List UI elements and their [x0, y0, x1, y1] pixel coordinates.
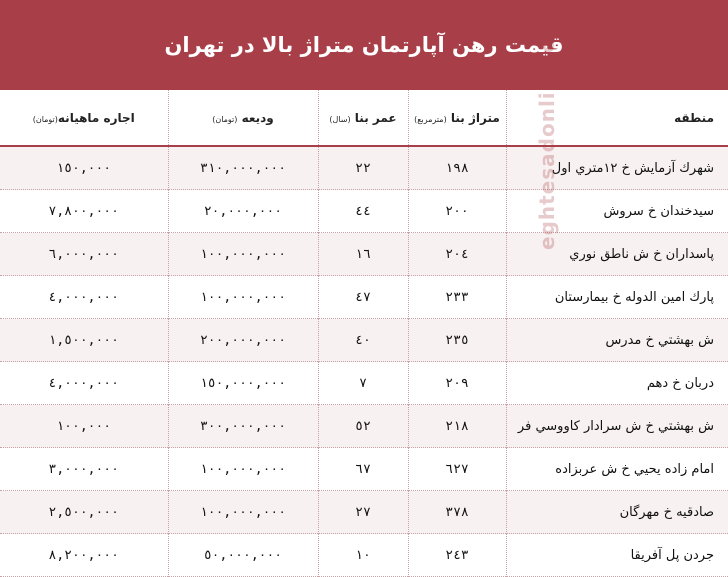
- cell-rent: ٦,٠٠٠,٠٠٠: [0, 233, 168, 276]
- cell-age: ٢٢: [318, 146, 408, 190]
- cell-area: ٢١٨: [408, 405, 506, 448]
- cell-region: صادقيه خ مهرگان: [506, 491, 728, 534]
- cell-deposit: ١٠٠,٠٠٠,٠٠٠: [168, 448, 318, 491]
- cell-area: ١٩٨: [408, 146, 506, 190]
- cell-region: ش بهشتي خ مدرس: [506, 319, 728, 362]
- cell-age: ٤٧: [318, 276, 408, 319]
- title-bar: [0, 0, 728, 90]
- cell-region: امام زاده يحيي خ ش عربزاده: [506, 448, 728, 491]
- cell-region: پاسداران خ ش ناطق نوري: [506, 233, 728, 276]
- header-rent: اجاره ماهیانه(تومان): [0, 90, 168, 146]
- price-table-container: [0, 90, 728, 563]
- cell-rent: ٧,٨٠٠,٠٠٠: [0, 190, 168, 233]
- cell-area: ٢٤٣: [408, 534, 506, 577]
- cell-deposit: ٣١٠,٠٠٠,٠٠٠: [168, 146, 318, 190]
- price-table: [0, 90, 728, 577]
- cell-region: پارك امين الدوله خ بيمارستان: [506, 276, 728, 319]
- header-area: متراژ بنا (مترمربع): [408, 90, 506, 146]
- cell-age: ٤٠: [318, 319, 408, 362]
- cell-rent: ٣,٠٠٠,٠٠٠: [0, 448, 168, 491]
- cell-rent: ١٥٠,٠٠٠: [0, 146, 168, 190]
- cell-age: ٢٧: [318, 491, 408, 534]
- cell-age: ١٠: [318, 534, 408, 577]
- cell-area: ٦٢٧: [408, 448, 506, 491]
- cell-region: شهرك آزمايش خ ١٢متري اول: [506, 146, 728, 190]
- table-row: [0, 190, 728, 233]
- cell-deposit: ٢٠٠,٠٠٠,٠٠٠: [168, 319, 318, 362]
- cell-area: ٢٠٩: [408, 362, 506, 405]
- cell-region: ش بهشتي خ ش سرادار كاووسي فر: [506, 405, 728, 448]
- cell-rent: ٤,٠٠٠,٠٠٠: [0, 276, 168, 319]
- cell-rent: ٨,٢٠٠,٠٠٠: [0, 534, 168, 577]
- table-row: [0, 146, 728, 190]
- cell-region: دربان خ دهم: [506, 362, 728, 405]
- table-row: [0, 448, 728, 491]
- cell-deposit: ١٠٠,٠٠٠,٠٠٠: [168, 276, 318, 319]
- cell-age: ١٦: [318, 233, 408, 276]
- table-row: [0, 534, 728, 577]
- cell-deposit: ١٠٠,٠٠٠,٠٠٠: [168, 233, 318, 276]
- cell-region: سيدخندان خ سروش: [506, 190, 728, 233]
- cell-area: ٢٣٥: [408, 319, 506, 362]
- table-row: [0, 405, 728, 448]
- cell-age: ٥٢: [318, 405, 408, 448]
- table-row: [0, 319, 728, 362]
- cell-deposit: ٣٠٠,٠٠٠,٠٠٠: [168, 405, 318, 448]
- cell-rent: ٢,٥٠٠,٠٠٠: [0, 491, 168, 534]
- cell-deposit: ٢٠,٠٠٠,٠٠٠: [168, 190, 318, 233]
- cell-deposit: ١٠٠,٠٠٠,٠٠٠: [168, 491, 318, 534]
- table-row: [0, 233, 728, 276]
- cell-deposit: ١٥٠,٠٠٠,٠٠٠: [168, 362, 318, 405]
- header-region: منطقه: [506, 90, 728, 146]
- cell-age: ٧: [318, 362, 408, 405]
- header-age: عمر بنا (سال): [318, 90, 408, 146]
- table-header-row: [0, 90, 728, 146]
- watermark: eghtesadonline.com: [535, 3, 559, 250]
- cell-age: ٤٤: [318, 190, 408, 233]
- cell-rent: ١,٥٠٠,٠٠٠: [0, 319, 168, 362]
- cell-rent: ٤,٠٠٠,٠٠٠: [0, 362, 168, 405]
- cell-area: ٢٠٠: [408, 190, 506, 233]
- cell-rent: ١٠٠,٠٠٠: [0, 405, 168, 448]
- table-row: [0, 276, 728, 319]
- cell-area: ٢٣٣: [408, 276, 506, 319]
- page-title: قیمت رهن آپارتمان متراژ بالا در تهران: [164, 33, 564, 57]
- cell-deposit: ٥٠,٠٠٠,٠٠٠: [168, 534, 318, 577]
- cell-area: ٣٧٨: [408, 491, 506, 534]
- cell-age: ٦٧: [318, 448, 408, 491]
- cell-region: جردن پل آفريقا: [506, 534, 728, 577]
- cell-area: ٢٠٤: [408, 233, 506, 276]
- table-row: [0, 362, 728, 405]
- table-row: [0, 491, 728, 534]
- header-deposit: ودیعه (تومان): [168, 90, 318, 146]
